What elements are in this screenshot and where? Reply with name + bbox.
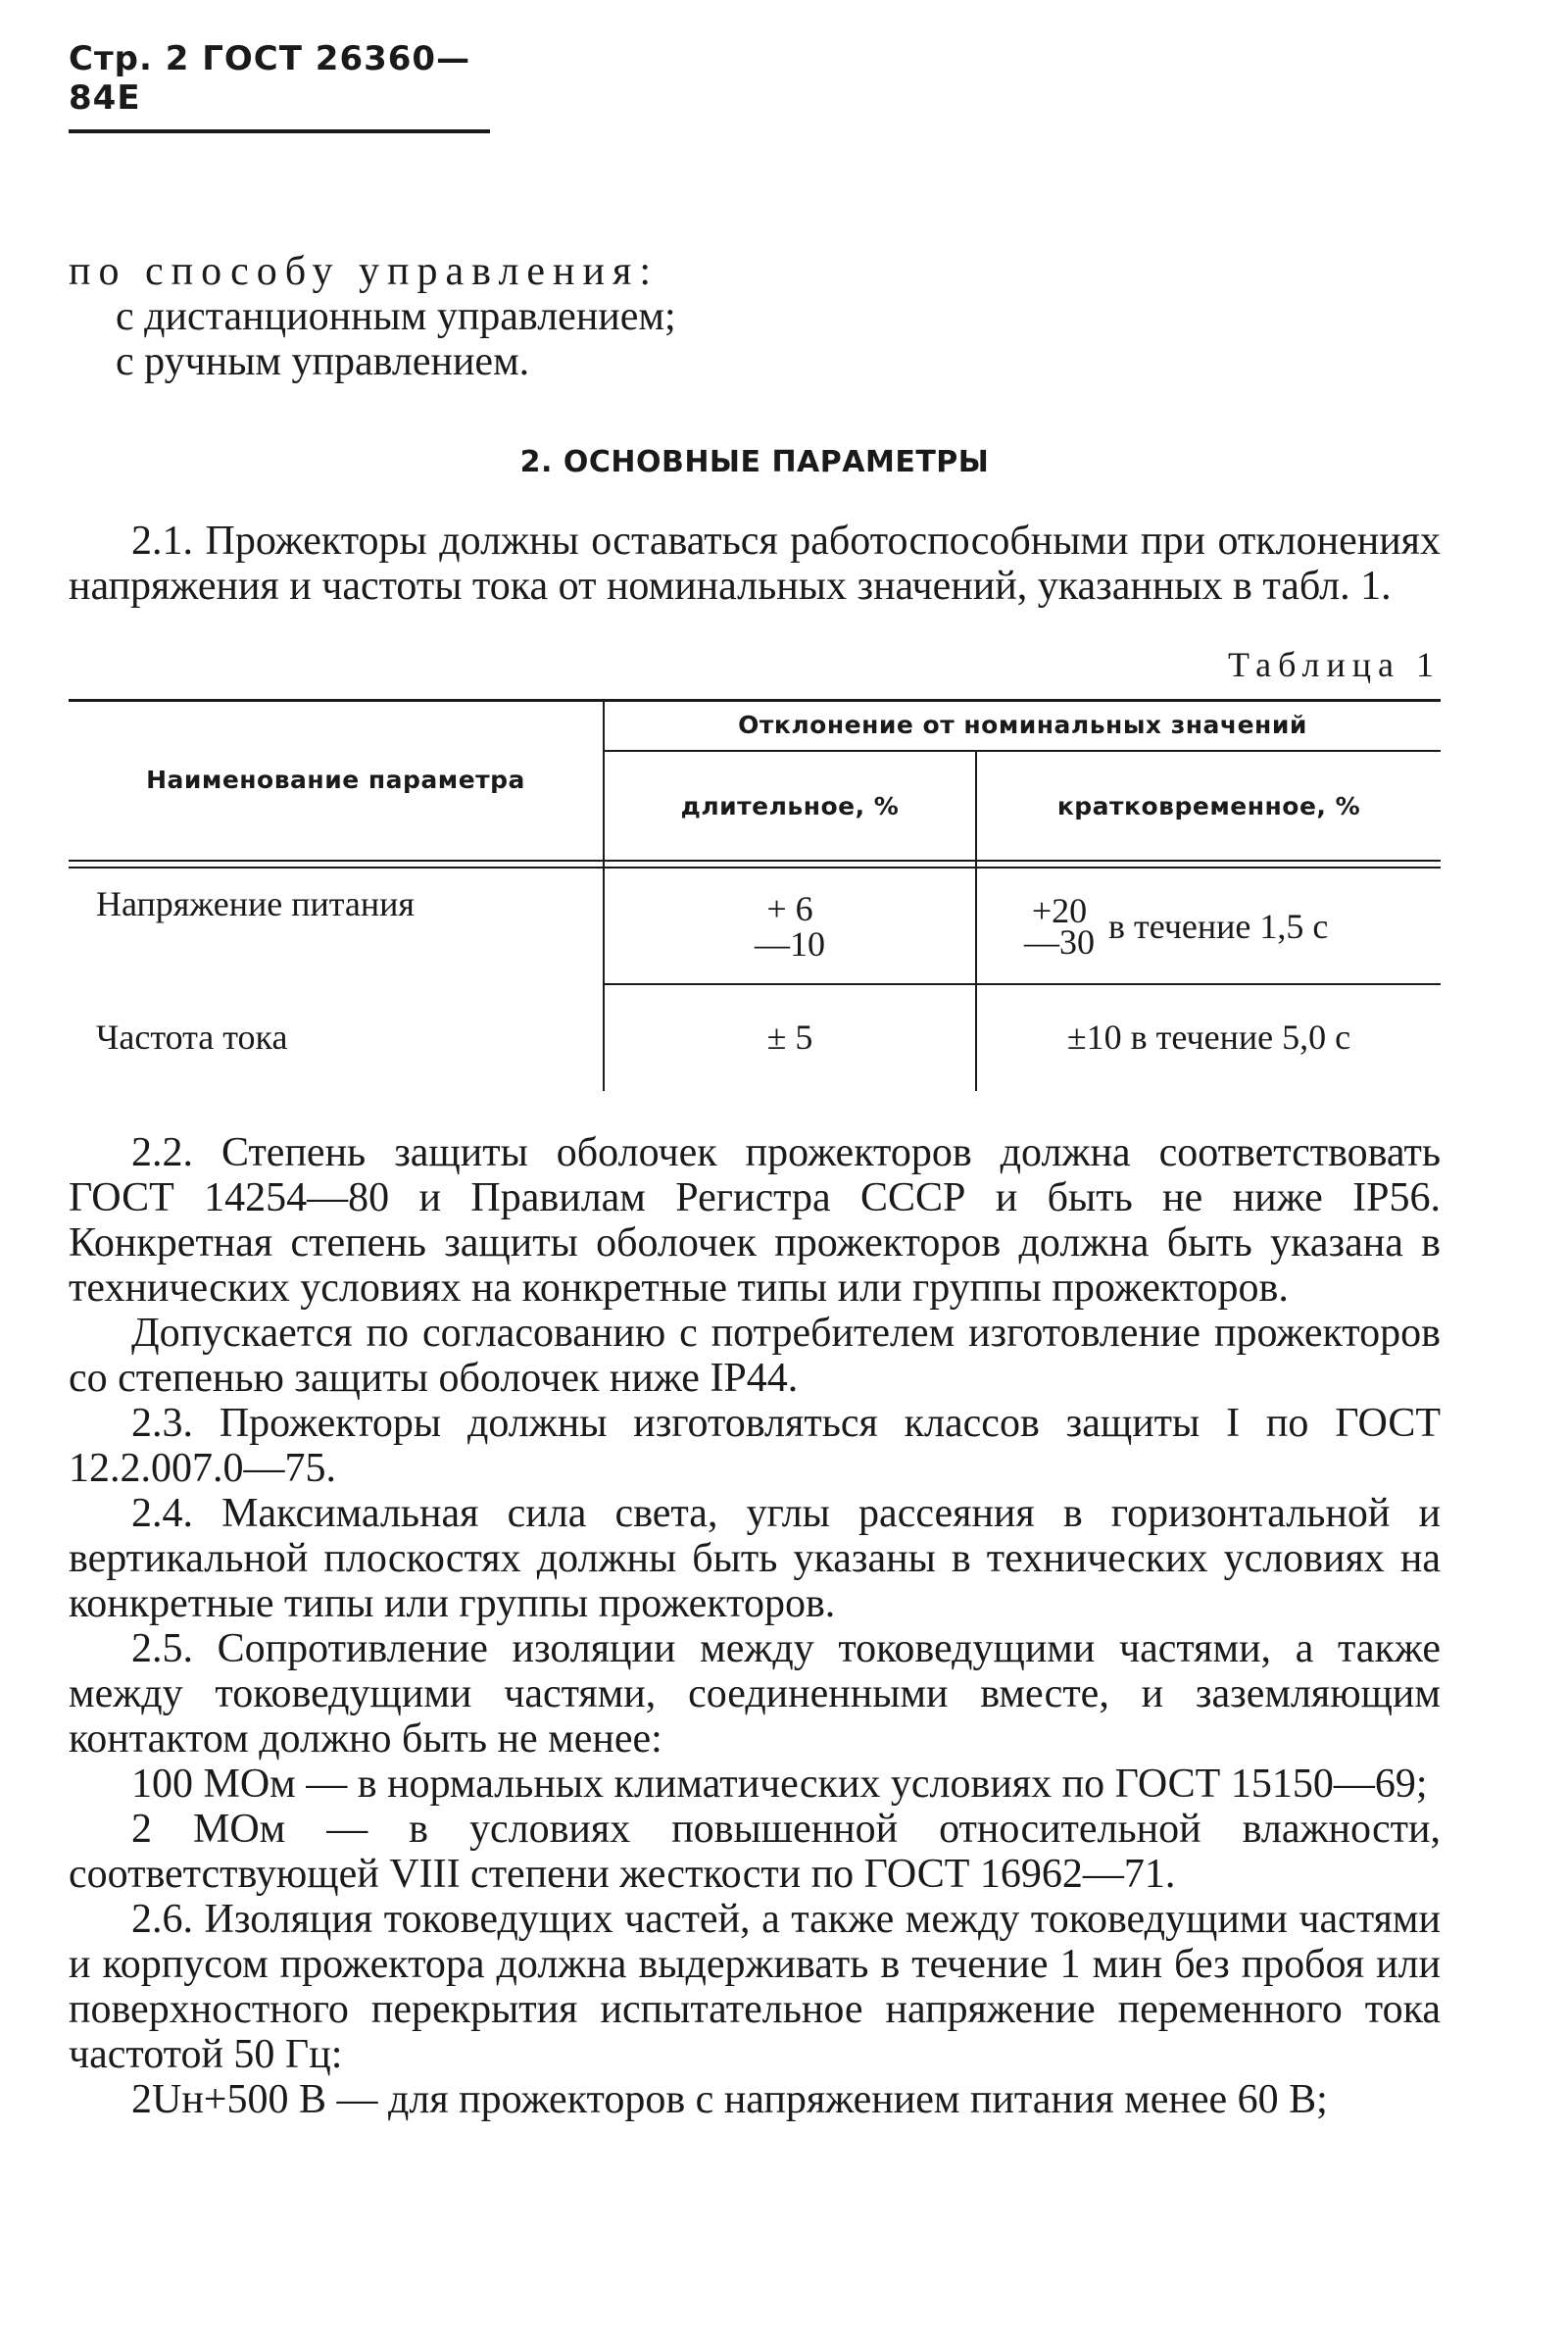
intro-item-manual: с ручным управлением.: [116, 339, 530, 384]
row-voltage-short-note: в течение 1,5 с: [1108, 907, 1329, 946]
row-frequency-name: Частота тока: [96, 1018, 288, 1057]
paragraph-2-4: 2.4. Максимальная сила света, углы рассеяния в горизонтальной и вертикальной плоскостях должны быть указаны в технических условиях на конкретные типы или группы прожекторов.: [69, 1491, 1441, 1626]
table-row-rule: [603, 983, 1441, 985]
row-voltage-long-up: + 6: [766, 889, 813, 928]
paragraph-2-2: 2.2. Степень защиты оболочек прожекторов должна соответствовать ГОСТ 14254—80 и Правилам Регистра СССР и быть не ниже IP56. Конкретная степень защиты оболочек прожекторов должна быть указана в технических условиях на конкретные типы или группы прожекторов.: [69, 1130, 1441, 1311]
row-voltage-short: [977, 869, 1441, 983]
table-caption: Таблица 1: [1228, 645, 1441, 684]
header-long: длительное, %: [680, 791, 900, 820]
paragraph-2-5a: 100 МОм — в нормальных климатических условиях по ГОСТ 15150—69;: [131, 1762, 1428, 1807]
row-voltage-name: Напряжение питания: [96, 884, 415, 923]
row-frequency-long: ± 5: [766, 1018, 813, 1057]
section-title: 2. ОСНОВНЫЕ ПАРАМЕТРЫ: [519, 445, 990, 479]
table-header-rule-1: [69, 860, 1441, 862]
row-voltage-short-up: +20: [1031, 891, 1088, 930]
header-short: кратковременное, %: [1056, 791, 1361, 820]
body-text: [69, 1130, 1441, 2122]
intro-lead: по способу управления:: [69, 249, 659, 294]
page: [69, 39, 1441, 2122]
paragraph-2-3: 2.3. Прожекторы должны изготовляться классов защиты I по ГОСТ 12.2.007.0—75.: [69, 1401, 1441, 1491]
paragraph-2-6a: 2Uн+500 В — для прожекторов с напряжением питания менее 60 В;: [131, 2077, 1328, 2122]
deviation-table: [69, 699, 1441, 1091]
header-deviation-group: Отклонение от номинальных значений: [738, 710, 1307, 739]
header-param: Наименование параметра: [146, 765, 525, 794]
row-voltage-short-down: —30: [1024, 922, 1095, 962]
paragraph-2-5: 2.5. Сопротивление изоляции между токоведущими частями, а также между токоведущими частями, соединенными вместе, и заземляющим контактом должно быть не менее:: [69, 1626, 1441, 1762]
intro-item-remote: с дистанционным управлением;: [116, 294, 676, 339]
paragraph-2-1: 2.1. Прожекторы должны оставаться работоспособными при отклонениях напряжения и частоты тока от номинальных значений, указанных в табл. 1.: [69, 519, 1441, 609]
paragraph-2-6: 2.6. Изоляция токоведущих частей, а также между токоведущими частями и корпусом прожектора должна выдерживать в течение 1 мин без пробоя или поверхностного перекрытия испытательное напряжение переменного тока частотой 50 Гц:: [69, 1897, 1441, 2077]
row-voltage-long-down: —10: [755, 924, 825, 964]
row-frequency-short: ±10 в течение 5,0 с: [1066, 1018, 1351, 1057]
paragraph-2-5b: 2 МОм — в условиях повышенной относительной влажности, соответствующей VIII степени жесткости по ГОСТ 16962—71.: [69, 1807, 1441, 1897]
running-head: Стр. 2 ГОСТ 26360—84Е: [69, 39, 490, 133]
row-voltage-long: [605, 869, 975, 983]
paragraph-2-2b: Допускается по согласованию с потребителем изготовление прожекторов со степенью защиты оболочек ниже IP44.: [69, 1311, 1441, 1401]
table-header-rule-2: [69, 867, 1441, 869]
